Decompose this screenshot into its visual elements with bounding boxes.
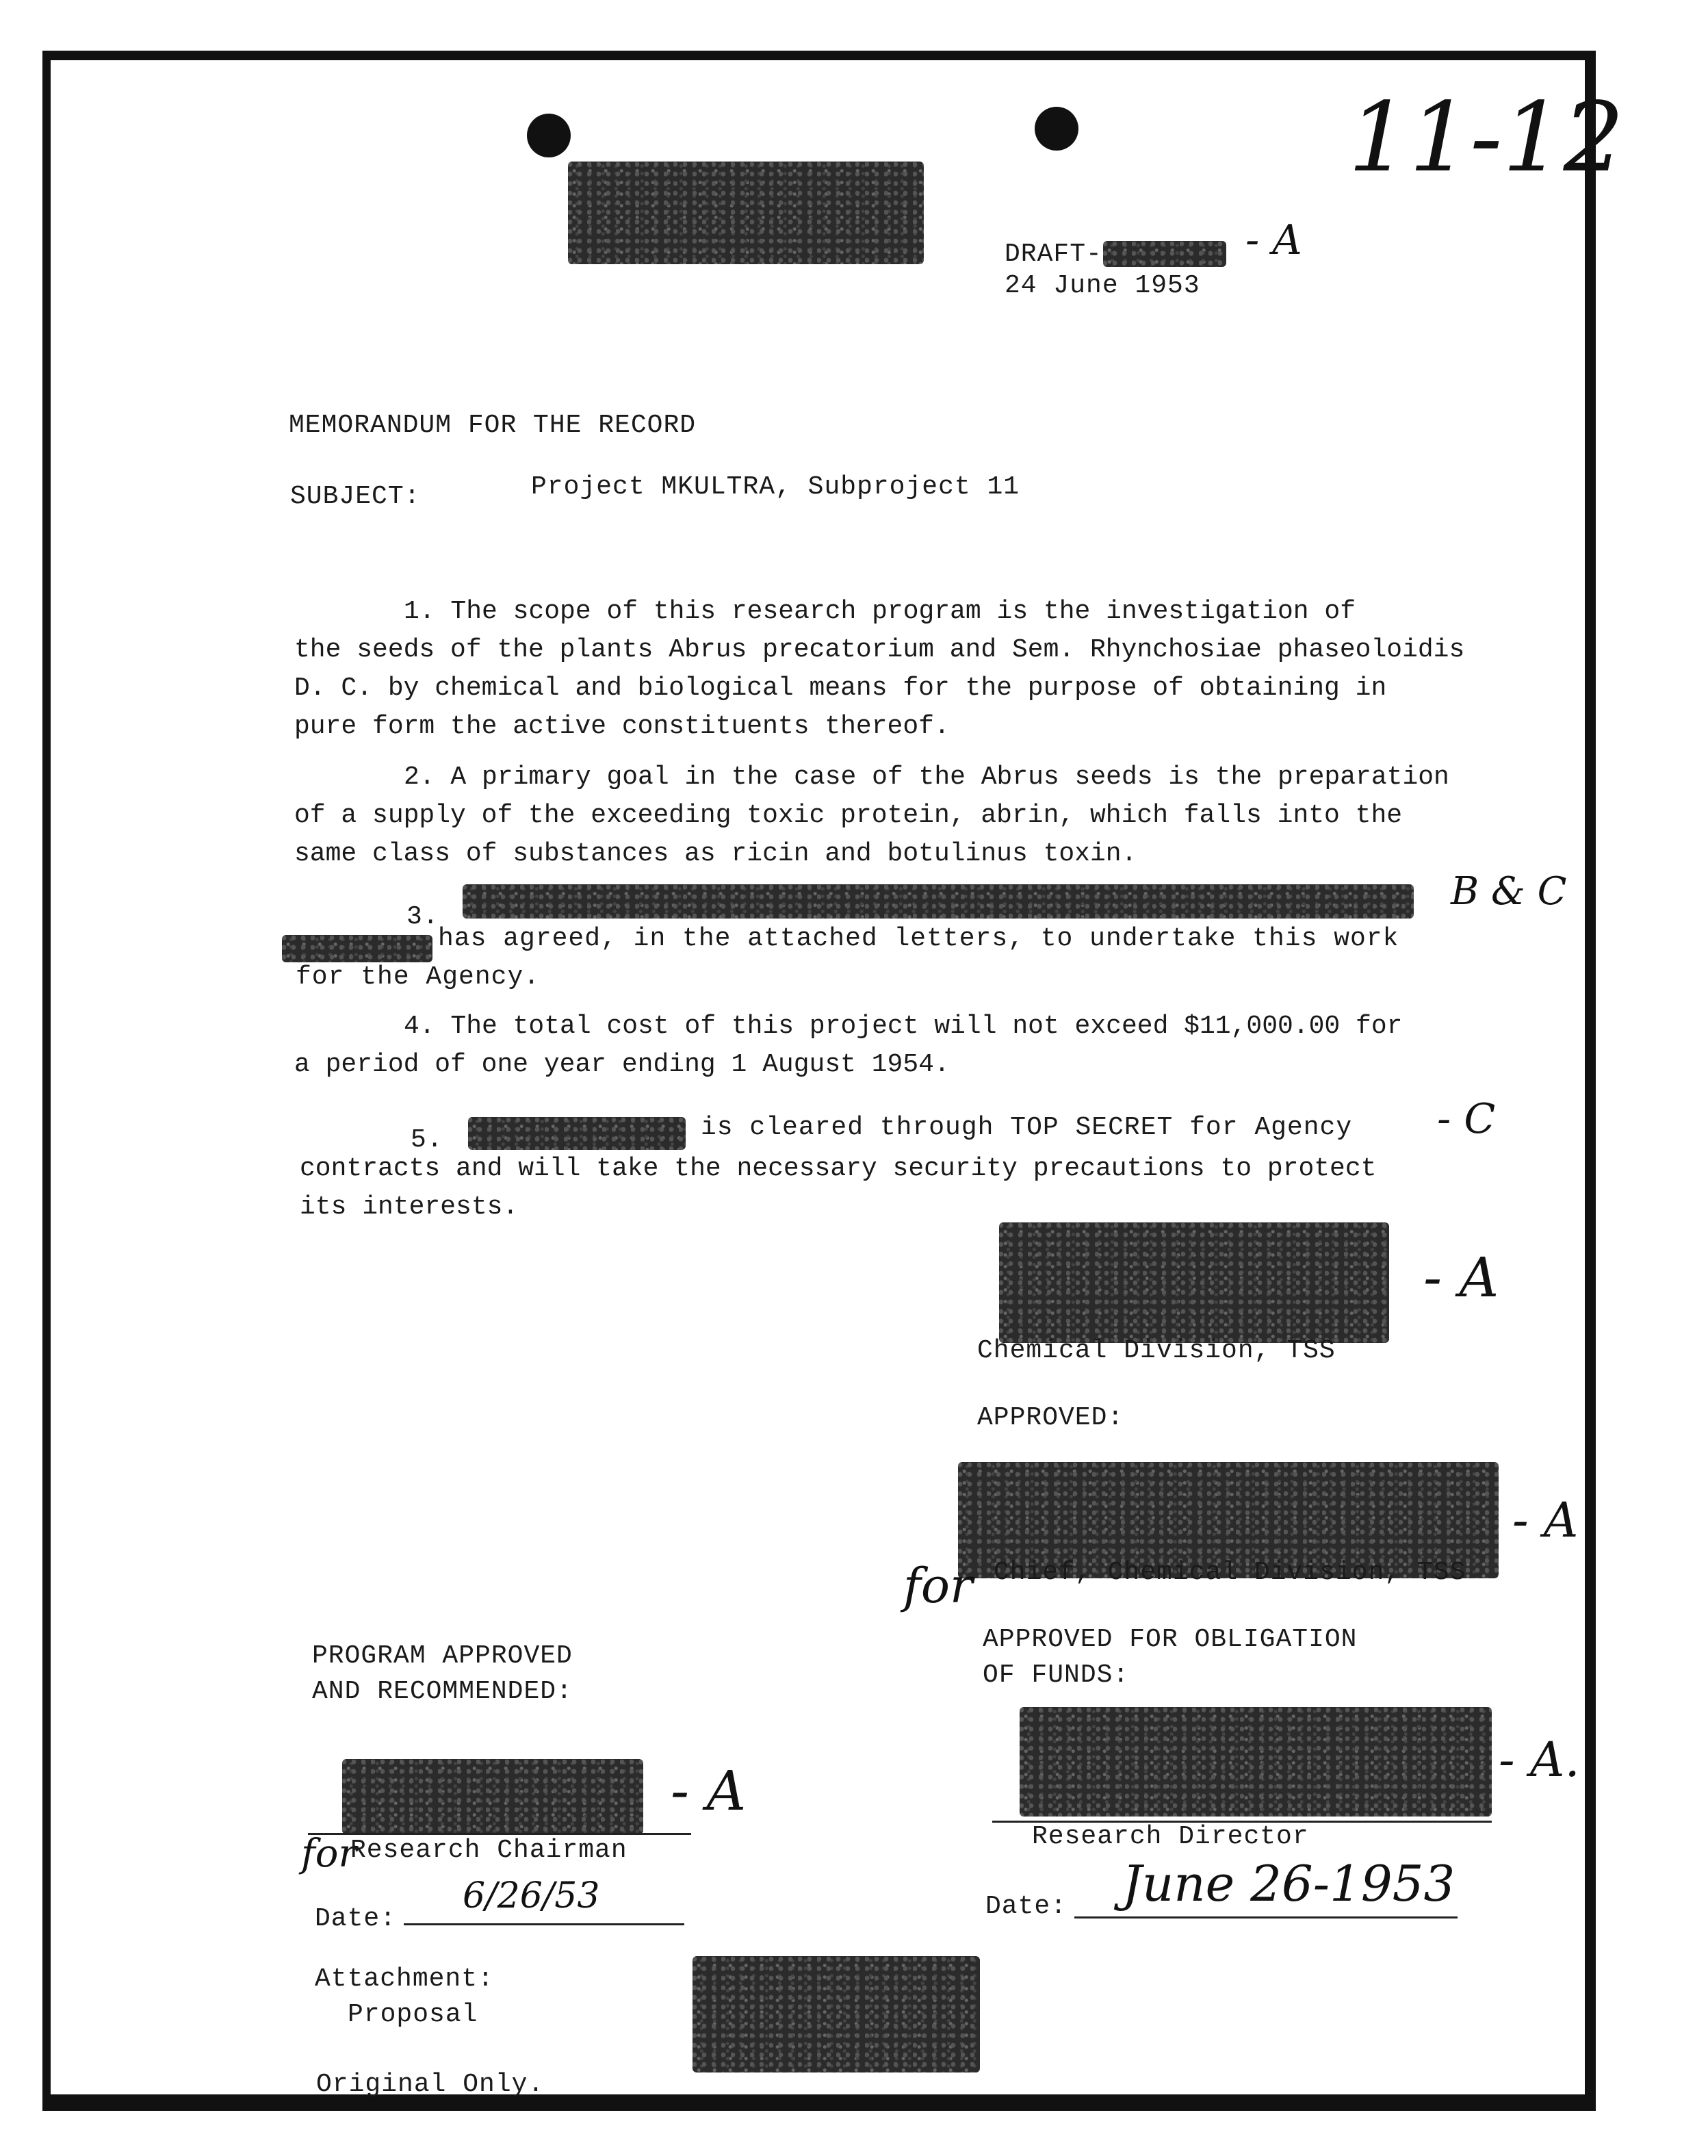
handwritten-date-left: 6/26/53 [463, 1875, 600, 1916]
draft-label-text: DRAFT- [1005, 240, 1102, 269]
handwritten-para3-mark: B & C [1451, 869, 1567, 914]
redaction-paragraph-3-org [282, 935, 432, 962]
paragraph-3-text: has agreed, in the attached letters, to undertake this work [438, 924, 1399, 953]
handwritten-sig4-mark: - A [671, 1759, 747, 1823]
handwritten-for-mark-2: for [301, 1832, 357, 1876]
obligation-label: APPROVED FOR OBLIGATION OF FUNDS: [983, 1625, 1358, 1690]
paragraph-3-number: 3. [406, 902, 439, 932]
scan-border-top [42, 51, 1596, 60]
approved-label: APPROVED: [977, 1403, 1124, 1433]
subject-label: SUBJECT: [290, 482, 421, 511]
handwritten-date-right: June 26-1953 [1122, 1855, 1455, 1912]
punch-hole-left [527, 114, 571, 157]
redaction-paragraph-3-name [463, 884, 1414, 919]
subject-text: Project MKULTRA, Subproject 11 [531, 472, 1020, 502]
handwritten-draft-mark: - A [1245, 216, 1302, 264]
redaction-draft-number [1103, 241, 1226, 267]
redaction-signature-chem-div [999, 1222, 1389, 1343]
redaction-signature-chairman [342, 1759, 643, 1834]
memo-date: 24 June 1953 [1005, 271, 1200, 300]
redaction-signature-director [1020, 1707, 1492, 1817]
chief-chem-division-label: Chief, Chemical Division, TSS [994, 1558, 1466, 1587]
handwritten-page-number: 11-12 [1348, 82, 1625, 194]
paragraph-5-text: is cleared through TOP SECRET for Agency [701, 1113, 1353, 1142]
research-chairman-label: Research Chairman [350, 1836, 627, 1865]
paragraph-3-cont: for the Agency. [296, 962, 541, 992]
chem-division-label: Chemical Division, TSS [977, 1336, 1336, 1365]
handwritten-sig3-mark: - A. [1499, 1732, 1580, 1788]
date-line-left [404, 1923, 684, 1925]
paragraph-1: 1. The scope of this research program is the investigation of the seeds of the plants Abrus precatorium and Sem. Rhynchosiae phaseoloidis D. C. by chemical and biological means for the purpose of obtaining in pure form the active constituents thereof. [294, 597, 1465, 741]
date-label-left: Date: [315, 1904, 397, 1934]
scan-border-right [1585, 51, 1596, 2111]
redaction-footer [693, 1956, 980, 2072]
paragraph-2: 2. A primary goal in the case of the Abrus seeds is the preparation of a supply of the exceeding toxic protein, abrin, which falls into the same class of substances as ricin and botulinus toxin. [294, 762, 1449, 869]
signature-line-chairman [308, 1833, 691, 1835]
date-label-right: Date: [985, 1892, 1068, 1921]
research-director-label: Research Director [1032, 1822, 1309, 1851]
handwritten-para5-mark: - C [1437, 1095, 1496, 1143]
attachment-label: Attachment: [315, 1964, 494, 1994]
handwritten-sig1-mark: - A [1423, 1246, 1499, 1309]
attachment-item: Proposal [348, 2000, 478, 2029]
original-only-label: Original Only. [316, 2070, 545, 2099]
program-approved-label: PROGRAM APPROVED AND RECOMMENDED: [312, 1641, 573, 1706]
memo-title: MEMORANDUM FOR THE RECORD [289, 411, 697, 440]
scan-border-bottom [42, 2094, 1596, 2111]
redaction-header [568, 162, 924, 264]
punch-hole-right [1035, 107, 1078, 151]
date-line-right [1074, 1916, 1458, 1918]
handwritten-sig2-mark: - A [1512, 1492, 1579, 1548]
paragraph-5-number: 5. [411, 1125, 443, 1155]
paragraph-5-cont: contracts and will take the necessary security precautions to protect its interests. [300, 1154, 1377, 1222]
draft-label [1005, 240, 1102, 269]
paragraph-4: 4. The total cost of this project will not exceed $11,000.00 for a period of one year ending 1 August 1954. [294, 1012, 1403, 1079]
redaction-paragraph-5-org [468, 1117, 686, 1150]
scan-border-left [42, 51, 51, 2111]
handwritten-for-mark-1: for [903, 1558, 973, 1614]
